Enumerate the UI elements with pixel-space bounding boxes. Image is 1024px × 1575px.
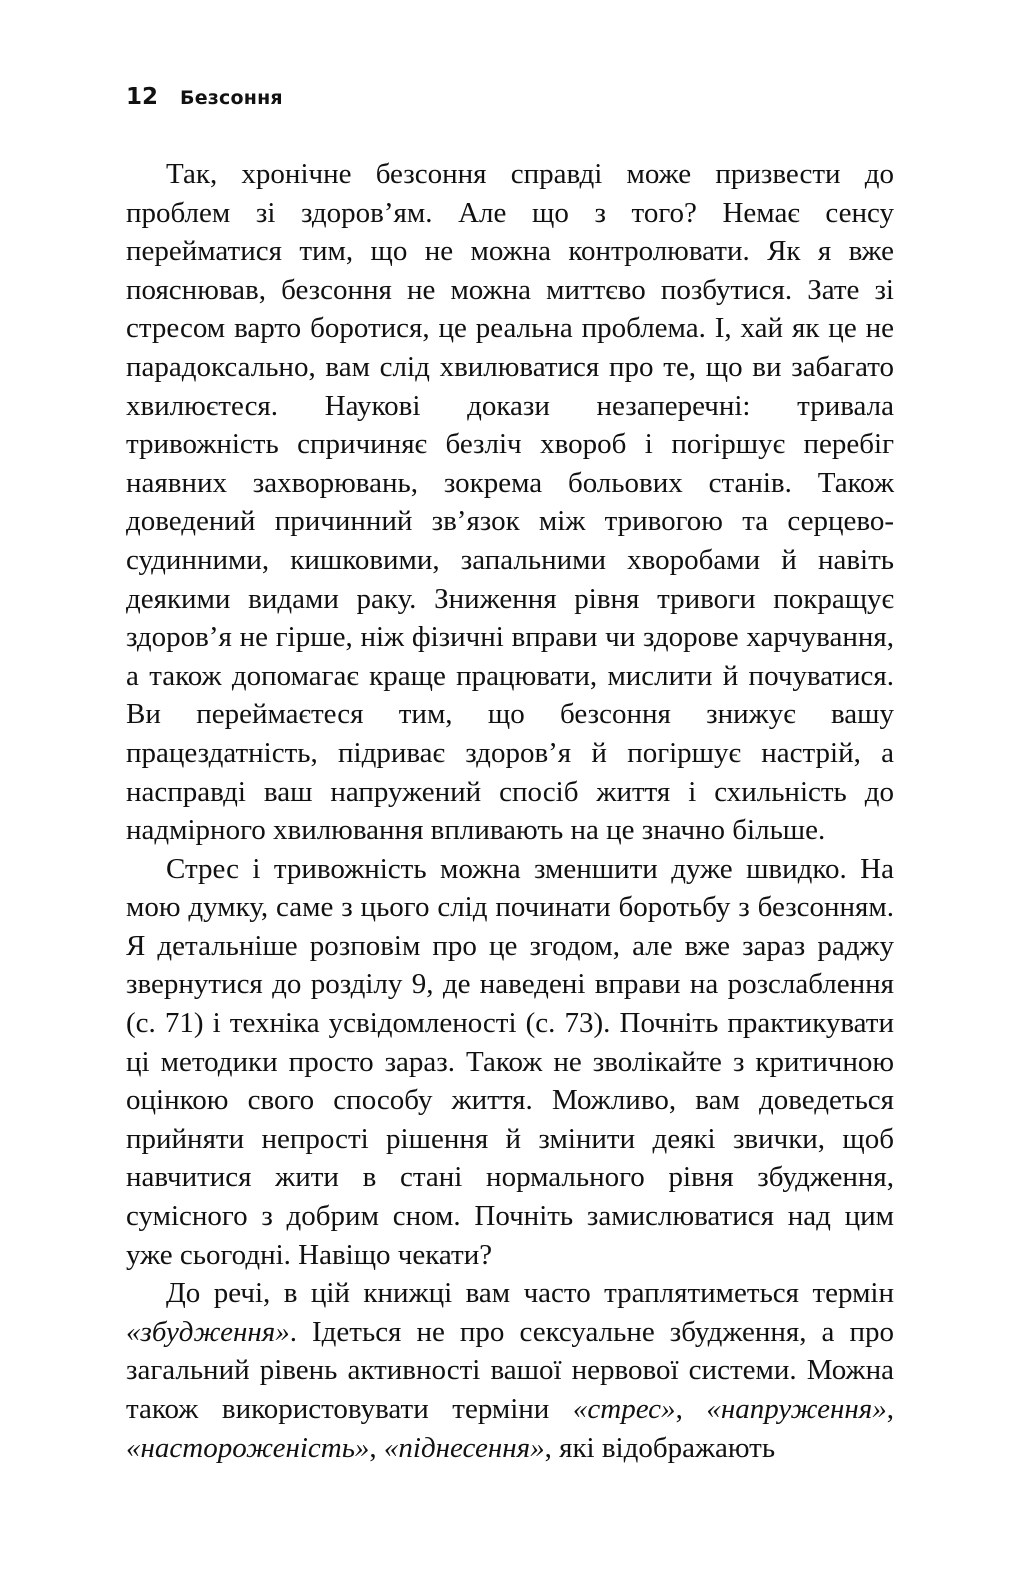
separator: , (886, 1393, 894, 1425)
term-stress: «стрес» (572, 1393, 676, 1425)
separator: , (675, 1393, 707, 1425)
page-number: 12 (126, 84, 159, 110)
paragraph-3-text: До речі, в цій книжці вам часто траплятиметься термін (166, 1277, 894, 1310)
paragraph-3 (126, 1274, 894, 1467)
term-tension: «напруження» (706, 1393, 887, 1425)
running-title: Безсоння (180, 87, 283, 109)
paragraph-3-text: . Ідеться не про сексуальне збудження, а про загальний рівень активності вашої нервової системи. Можна також використовувати терміни (126, 1315, 894, 1425)
term-alertness: «настороженість» (126, 1431, 370, 1464)
term-excitement: «піднесення» (383, 1431, 545, 1464)
term-arousal: «збудження» (126, 1315, 290, 1348)
paragraph-2: Стрес і тривожність можна зменшити дуже швидко. На мою думку, саме з цього слід починати боротьбу з безсонням. Я детальніше розповім про це згодом, але вже зараз раджу звернутися до розділу 9, де наведені вправи на розслаблення (с. 71) і техніка усвідомленості (с. 73). Почніть практикувати ці методики просто зараз. Також не зволікайте з критичною оцінкою свого способу життя. Можливо, вам доведеться прийняти непрості рішення й змінити деякі звички, щоб навчитися жити в стані нормального рівня збудження, сумісного з добрим сном. Почніть замислюватися над цим уже сьогодні. Навіщо чекати? (126, 852, 894, 1271)
body-text (126, 155, 894, 1467)
paragraph-3-text: , які відображають (544, 1431, 776, 1464)
separator: , (369, 1431, 384, 1464)
running-header (126, 84, 283, 110)
paragraph-1: Так, хронічне безсоння справді може призвести до проблем зі здоров’ям. Але що з того? Немає сенсу перейматися тим, що не можна контролювати. Як я вже пояснював, безсоння не можна миттєво позбутися. Зате зі стресом варто боротися, це реальна проблема. І, хай як це не парадоксально, вам слід хвилюватися про те, що ви забагато хвилюєтеся. Наукові докази незаперечні: тривала тривожність спричиняє безліч хвороб і погіршує перебіг наявних захворювань, зокрема больових станів. Також доведений причинний зв’язок між тривогою та серцево-судинними, кишковими, запальними хворобами й навіть деякими видами раку. Зниження рівня тривоги покращує здоров’я не гірше, ніж фізичні вправи чи здорове харчування, а також допомагає краще працювати, мислити й почуватися. Ви переймаєтеся тим, що безсоння знижує вашу працездатність, підриває здоров’я й погіршує настрій, а насправді ваш напружений спосіб життя і схильність до надмірного хвилювання впливають на це значно більше. (126, 158, 894, 847)
